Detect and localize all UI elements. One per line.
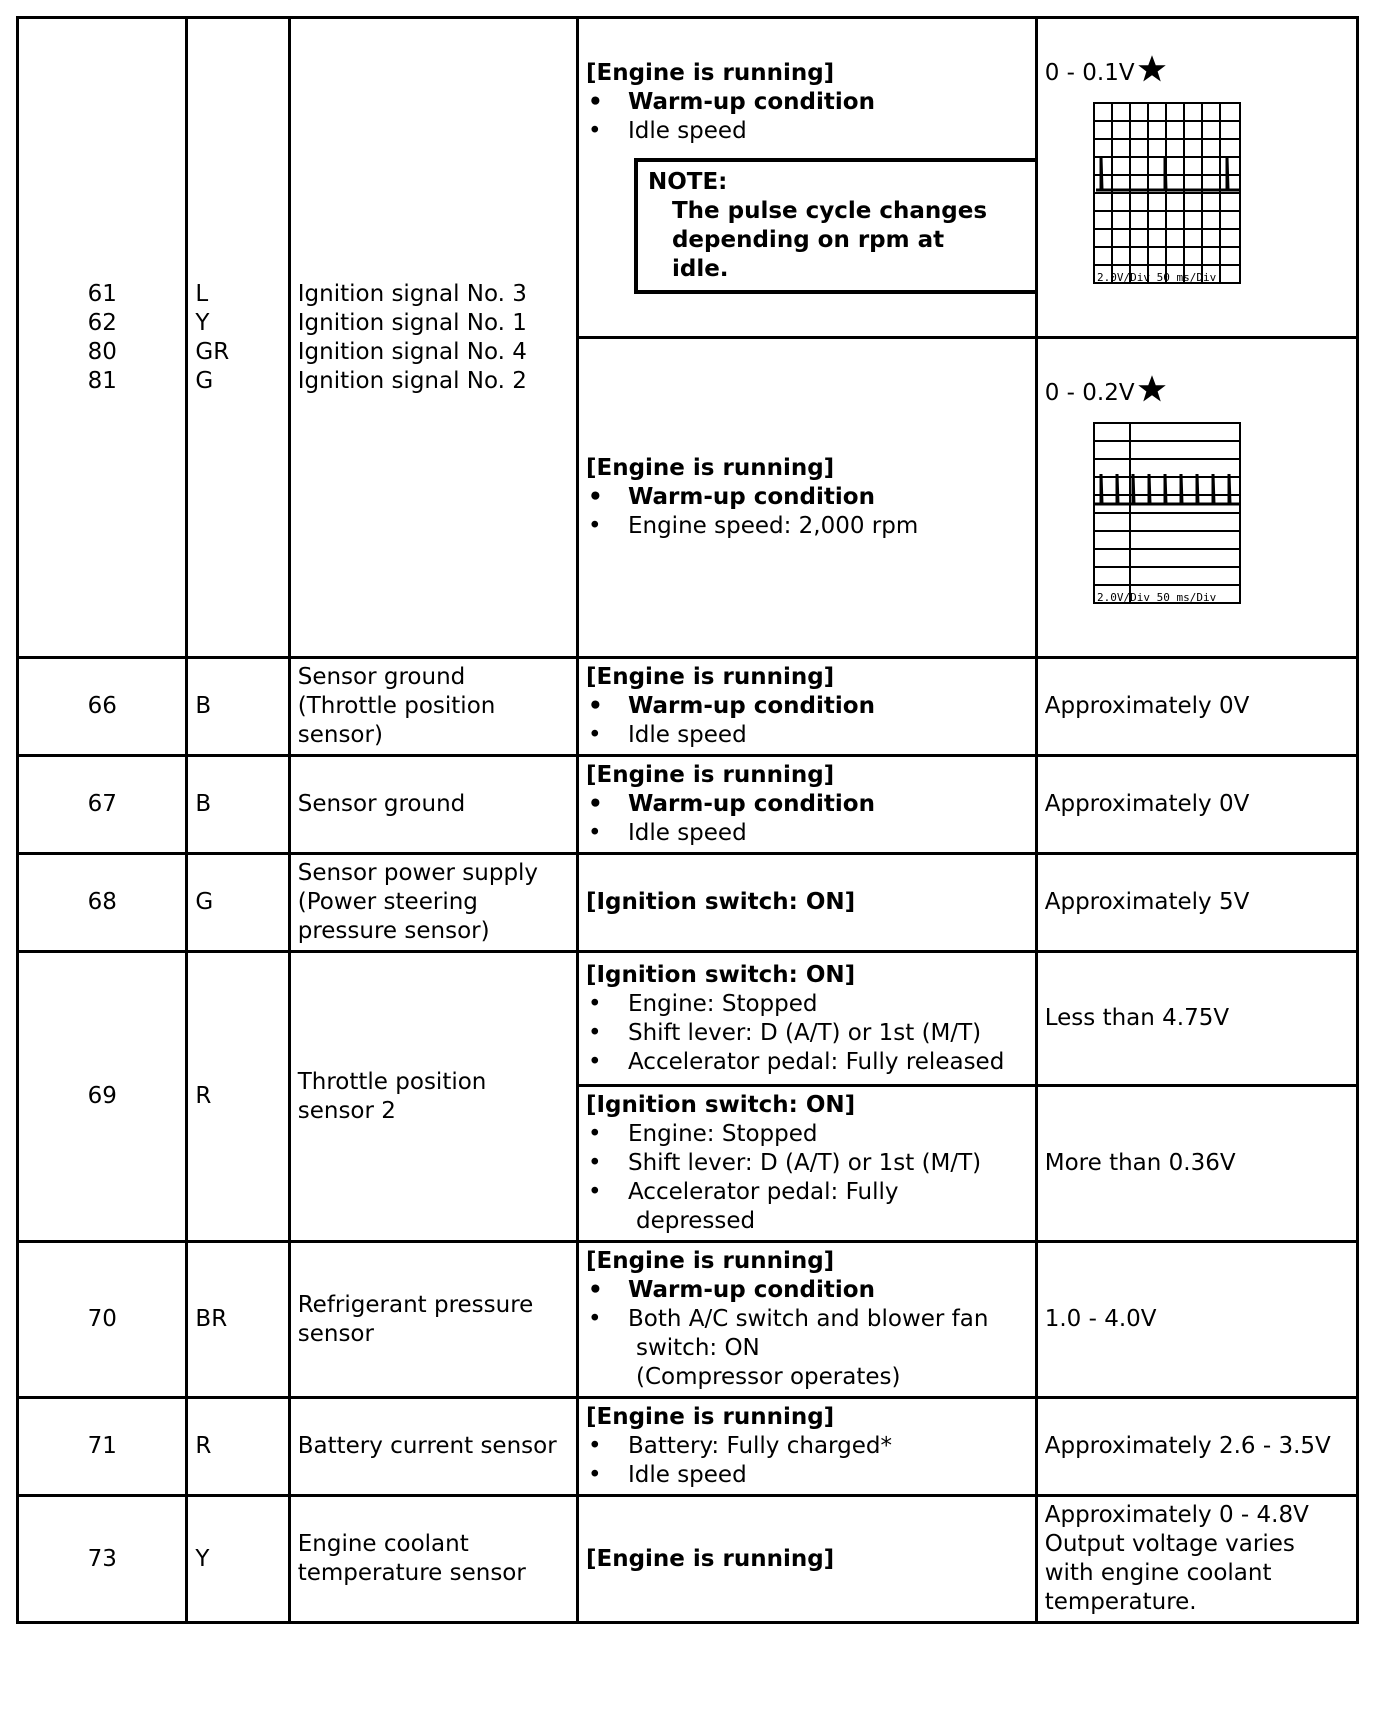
table-row	[18, 756, 1358, 854]
table-row	[18, 854, 1358, 952]
condition-cell: [Engine is running] • Battery: Fully charged* • Idle speed	[577, 1398, 1036, 1496]
wire-color-cell: B	[187, 756, 289, 854]
value-cell: Approximately 5V	[1036, 854, 1357, 952]
oscilloscope-waveform-2	[1093, 422, 1243, 622]
list-item: • Idle speed	[586, 117, 1028, 146]
star-icon	[1137, 54, 1167, 84]
table-row	[18, 18, 1358, 338]
value-cell: 1.0 - 4.0V	[1036, 1242, 1357, 1398]
terminal-no-cell: 66	[18, 658, 187, 756]
list-item: • Accelerator pedal: Fully depressed	[586, 1178, 1028, 1236]
terminal-no-cell: 71	[18, 1398, 187, 1496]
terminal-no-cell: 70	[18, 1242, 187, 1398]
table-row	[18, 1398, 1358, 1496]
condition-list	[586, 692, 1028, 750]
table-row	[18, 952, 1358, 1086]
value-cell: Less than 4.75V	[1036, 952, 1357, 1086]
list-item: • Accelerator pedal: Fully released	[586, 1048, 1028, 1077]
wire-color-cell: L Y GR G	[187, 18, 289, 658]
condition-list	[586, 790, 1028, 848]
item-cell: Battery current sensor	[289, 1398, 577, 1496]
condition-cell: [Engine is running] • Warm-up condition • Idle speed	[577, 658, 1036, 756]
list-item: • Warm-up condition	[586, 790, 1028, 819]
list-item: • Both A/C switch and blower fan switch: ON (Compressor operates)	[586, 1305, 1028, 1392]
item-cell: Refrigerant pressure sensor	[289, 1242, 577, 1398]
condition-cell: [Ignition switch: ON] • Engine: Stopped • Shift lever: D (A/T) or 1st (M/T) • Accelerator pedal: Fully depressed	[577, 1086, 1036, 1242]
list-item: • Idle speed	[586, 1461, 1028, 1490]
value-cell	[1036, 18, 1357, 338]
list-item: • Warm-up condition	[586, 1276, 1028, 1305]
condition-cell: [Engine is running] • Warm-up condition • Idle speed	[577, 756, 1036, 854]
wire-color-cell: Y	[187, 1496, 289, 1623]
table-row	[18, 658, 1358, 756]
list-item: • Idle speed	[586, 819, 1028, 848]
wire-color-cell: G	[187, 854, 289, 952]
condition-cell: [Engine is running] • Warm-up condition • Idle speed NOTE: The pulse cycle changes depending on rpm at idle.	[577, 18, 1036, 338]
note-box: NOTE: The pulse cycle changes depending on rpm at idle.	[634, 158, 1036, 294]
value-cell: Approximately 0V	[1036, 658, 1357, 756]
table-row	[18, 1242, 1358, 1398]
terminal-no-cell: 68	[18, 854, 187, 952]
list-item: • Engine speed: 2,000 rpm	[586, 512, 1028, 541]
terminal-no-cell: 67	[18, 756, 187, 854]
svg-text:2.0V/Div 50 ms/Div: 2.0V/Div 50 ms/Div	[1096, 270, 1216, 284]
condition-list	[586, 990, 1028, 1077]
value-text: 0 - 0.1V	[1044, 59, 1135, 86]
terminal-no-cell: 73	[18, 1496, 187, 1623]
oscilloscope-waveform-1	[1093, 102, 1243, 302]
svg-text:2.0V/Div 50 ms/Div: 2.0V/Div 50 ms/Div	[1096, 590, 1216, 604]
condition-cell: [Ignition switch: ON]	[577, 854, 1036, 952]
value-cell: Approximately 0V	[1036, 756, 1357, 854]
list-item: • Shift lever: D (A/T) or 1st (M/T)	[586, 1019, 1028, 1048]
condition-cell: [Engine is running] • Warm-up condition • Both A/C switch and blower fan switch: ON (Compressor operates)	[577, 1242, 1036, 1398]
condition-list	[586, 1276, 1028, 1392]
item-cell: Throttle position sensor 2	[289, 952, 577, 1242]
list-item: • Idle speed	[586, 721, 1028, 750]
item-cell: Sensor ground (Throttle position sensor)	[289, 658, 577, 756]
condition-cell: [Ignition switch: ON] • Engine: Stopped • Shift lever: D (A/T) or 1st (M/T) • Accelerator pedal: Fully released	[577, 952, 1036, 1086]
condition-list	[586, 1120, 1028, 1236]
list-item: • Engine: Stopped	[586, 1120, 1028, 1149]
value-cell: Approximately 2.6 - 3.5V	[1036, 1398, 1357, 1496]
list-item: • Warm-up condition	[586, 88, 1028, 117]
value-cell: More than 0.36V	[1036, 1086, 1357, 1242]
value-cell	[1036, 338, 1357, 658]
condition-list	[586, 483, 1028, 541]
wire-color-cell: BR	[187, 1242, 289, 1398]
ecm-terminal-table	[16, 16, 1359, 1624]
terminal-no-cell: 69	[18, 952, 187, 1242]
list-item: • Warm-up condition	[586, 483, 1028, 512]
list-item: • Shift lever: D (A/T) or 1st (M/T)	[586, 1149, 1028, 1178]
list-item: • Engine: Stopped	[586, 990, 1028, 1019]
item-cell: Engine coolant temperature sensor	[289, 1496, 577, 1623]
table-row	[18, 1496, 1358, 1623]
list-item: • Battery: Fully charged*	[586, 1432, 1028, 1461]
terminal-no-cell: 61 62 80 81	[18, 18, 187, 658]
item-cell: Ignition signal No. 3 Ignition signal No. 1 Ignition signal No. 4 Ignition signal No. 2	[289, 18, 577, 658]
value-text: 0 - 0.2V	[1044, 379, 1135, 406]
condition-cell: [Engine is running] • Warm-up condition • Engine speed: 2,000 rpm	[577, 338, 1036, 658]
star-icon	[1137, 374, 1167, 404]
condition-list	[586, 1432, 1028, 1490]
list-item: • Warm-up condition	[586, 692, 1028, 721]
condition-cell: [Engine is running]	[577, 1496, 1036, 1623]
wire-color-cell: R	[187, 1398, 289, 1496]
item-cell: Sensor power supply (Power steering pressure sensor)	[289, 854, 577, 952]
item-cell: Sensor ground	[289, 756, 577, 854]
value-cell: Approximately 0 - 4.8V Output voltage varies with engine coolant temperature.	[1036, 1496, 1357, 1623]
wire-color-cell: B	[187, 658, 289, 756]
wire-color-cell: R	[187, 952, 289, 1242]
condition-list	[586, 88, 1028, 146]
